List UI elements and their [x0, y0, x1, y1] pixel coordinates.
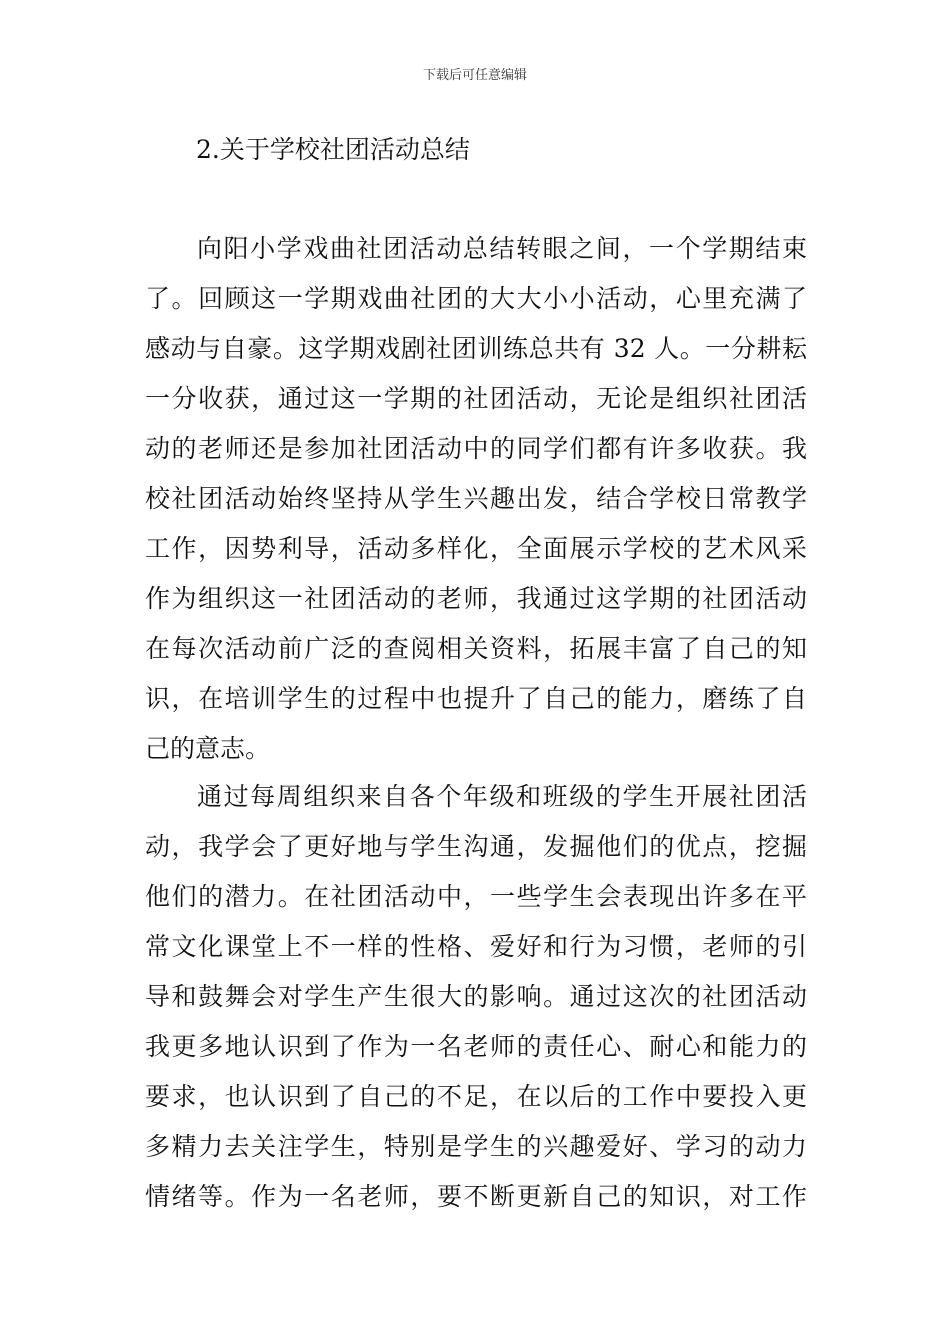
- paragraph-line: 要求，也认识到了自己的不足，在以后的工作中要投入更: [145, 1082, 807, 1111]
- paragraph-line: 工作，因势利导，活动多样化，全面展示学校的艺术风采: [145, 534, 807, 563]
- paragraph-line: 在每次活动前广泛的查阅相关资料，拓展丰富了自己的知: [145, 634, 807, 663]
- section-title: 2.关于学校社团活动总结: [196, 135, 470, 164]
- paragraph-line: 识，在培训学生的过程中也提升了自己的能力，磨练了自: [145, 684, 807, 713]
- paragraph-line: 他们的潜力。在社团活动中，一些学生会表现出许多在平: [145, 882, 807, 911]
- paragraph-line: 作为组织这一社团活动的老师，我通过这学期的社团活动: [145, 584, 807, 613]
- paragraph-line: 了。回顾这一学期戏曲社团的大大小小活动，心里充满了: [145, 284, 807, 313]
- page-header: 下载后可任意编辑: [422, 68, 527, 83]
- paragraph-line: 通过每周组织来自各个年级和班级的学生开展社团活: [197, 782, 807, 811]
- paragraph-line: 情绪等。作为一名老师，要不断更新自己的知识，对工作: [145, 1182, 807, 1211]
- paragraph-line: 动，我学会了更好地与学生沟通，发掘他们的优点，挖掘: [145, 832, 807, 861]
- paragraph-line: 多精力去关注学生，特别是学生的兴趣爱好、学习的动力: [145, 1132, 807, 1161]
- paragraph-1: [145, 224, 807, 774]
- paragraph-line: 一分收获，通过这一学期的社团活动，无论是组织社团活: [145, 384, 807, 413]
- paragraph-line: 校社团活动始终坚持从学生兴趣出发，结合学校日常教学: [145, 484, 807, 513]
- paragraph-line: 感动与自豪。这学期戏剧社团训练总共有 32 人。一分耕耘: [145, 334, 807, 363]
- paragraph-line: 常文化课堂上不一样的性格、爱好和行为习惯，老师的引: [145, 932, 807, 961]
- paragraph-line: 我更多地认识到了作为一名老师的责任心、耐心和能力的: [145, 1032, 807, 1061]
- paragraph-line: 动的老师还是参加社团活动中的同学们都有许多收获。我: [145, 434, 807, 463]
- paragraph-2: [145, 772, 807, 1222]
- paragraph-line: 向阳小学戏曲社团活动总结转眼之间，一个学期结束: [197, 234, 807, 263]
- paragraph-line: 导和鼓舞会对学生产生很大的影响。通过这次的社团活动: [145, 982, 807, 1011]
- paragraph-line: 己的意志。: [145, 734, 271, 763]
